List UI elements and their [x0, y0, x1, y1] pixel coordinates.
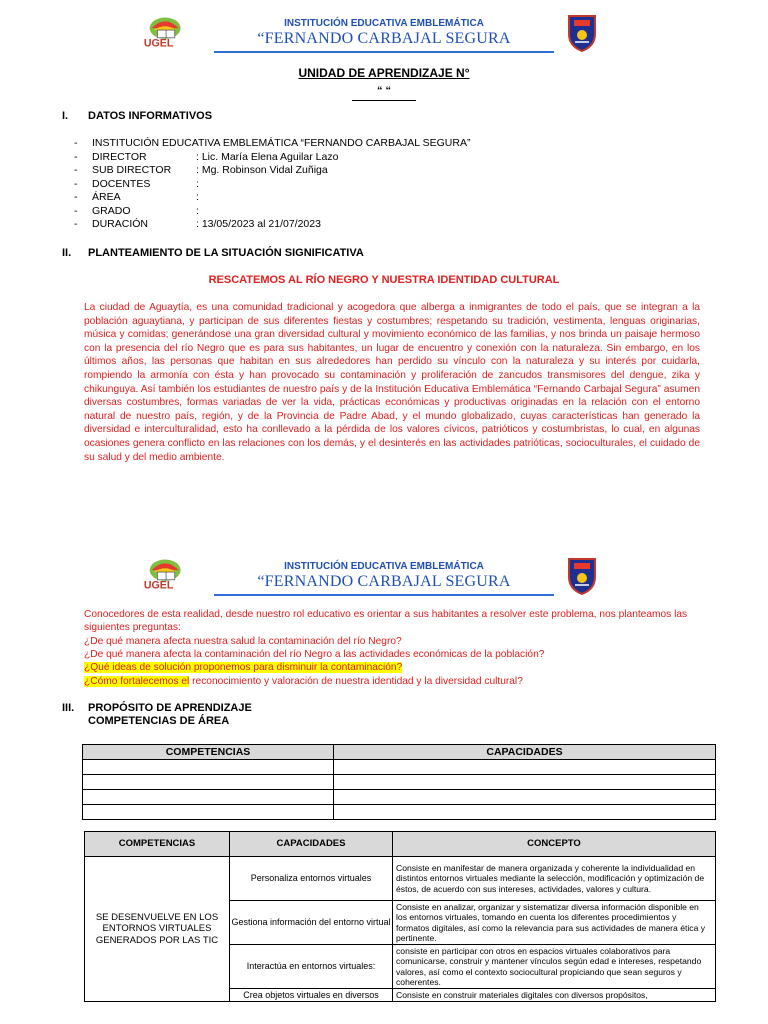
document-subtitle: “ “	[376, 85, 392, 97]
section-3-heading	[62, 702, 252, 714]
institution-line: INSTITUCIÓN EDUCATIVA EMBLEMÁTICA	[284, 18, 484, 29]
list-dash: -	[74, 177, 78, 190]
tic-competencias-table	[84, 831, 716, 1002]
concepto-cell: consiste en participar con otros en espacios virtuales colaborativos para comunicarse, construir y mantener vínculos según edad e intereses, respetando valores, así como el contexto sociocultural propiciando que sean seguros y coherentes.	[393, 945, 716, 989]
concepto-cell: Consiste en manifestar de manera organizada y coherente la individualidad en distintos entornos virtuales mediante la selección, modificación y optimización de éstos, de acuerdo con sus intereses, actividades, valores y cultura.	[393, 857, 716, 901]
datos-item-grado	[74, 205, 470, 219]
section-2-number: II.	[62, 247, 72, 259]
grado-label: GRADO	[92, 204, 131, 217]
grado-value: :	[196, 204, 199, 217]
competencias-table	[82, 744, 716, 820]
capacidad-cell: Crea objetos virtuales en diversos	[230, 989, 393, 1002]
question-1: ¿De qué manera afecta nuestra salud la contaminación del río Negro?	[84, 636, 402, 647]
table-cell[interactable]	[83, 775, 334, 790]
list-dash: -	[74, 218, 78, 230]
datos-item-docentes	[74, 178, 470, 192]
situation-title: RESCATEMOS AL RÍO NEGRO Y NUESTRA IDENTIDAD CULTURAL	[208, 274, 560, 286]
question-3	[84, 661, 402, 674]
school-name: “FERNANDO CARBAJAL SEGURA	[257, 30, 511, 47]
duracion-label: DURACIÓN	[92, 218, 149, 230]
header-capacidades: CAPACIDADES	[334, 745, 716, 760]
section-3-number: III.	[62, 702, 75, 714]
institucion-label: INSTITUCIÓN EDUCATIVA EMBLEMÁTICA “FERNANDO CARBAJAL SEGURA”	[92, 137, 471, 149]
section-2-heading	[62, 247, 364, 259]
section-3-title: PROPÓSITO DE APRENDIZAJE	[88, 702, 252, 714]
table-row	[83, 760, 716, 775]
competencia-cell: SE DESENVUELVE EN LOS ENTORNOS VIRTUALES GENERADOS POR LAS TIC	[85, 857, 230, 1002]
ugel-logo-text: UGEL	[143, 37, 174, 50]
list-dash: -	[74, 191, 78, 203]
datos-item-area	[74, 191, 470, 205]
datos-list	[74, 137, 470, 232]
question-2: ¿De qué manera afecta la contaminación del río Negro a las actividades económicas de la población?	[84, 649, 545, 660]
questions-intro: Conocedores de esta realidad, desde nuestro rol educativo es orientar a sus habitantes a resolver este problema, nos planteamos las siguientes preguntas:	[84, 609, 688, 633]
question-4	[84, 675, 523, 688]
table-cell[interactable]	[334, 790, 716, 805]
table-cell[interactable]	[83, 805, 334, 820]
school-shield-icon	[567, 14, 597, 57]
header-competencias: COMPETENCIAS	[85, 832, 230, 857]
docentes-value: :	[196, 177, 199, 190]
header-concepto: CONCEPTO	[393, 832, 716, 857]
duracion-value: : 13/05/2023 al 21/07/2023	[196, 218, 321, 230]
section-1-title: DATOS INFORMATIVOS	[88, 110, 213, 122]
table-row	[85, 857, 716, 901]
docentes-label: DOCENTES	[92, 177, 151, 190]
subdirector-label: SUB DIRECTOR	[92, 164, 172, 176]
header-capacidades: CAPACIDADES	[230, 832, 393, 857]
table-header-row	[83, 745, 716, 760]
subtitle-underline	[352, 100, 416, 101]
director-value: : Lic. María Elena Aguilar Lazo	[196, 150, 339, 163]
section-1-number: I.	[62, 110, 69, 122]
question-4-highlight: ¿Cómo fortalecemos el	[84, 676, 190, 687]
subdirector-value: : Mg. Robinson Vidal Zuñiga	[196, 164, 328, 176]
capacidad-cell: Interactúa en entornos virtuales:	[230, 945, 393, 989]
header-rule	[214, 594, 554, 596]
datos-item-duracion	[74, 218, 470, 232]
capacidad-cell: Gestiona información del entorno virtual	[230, 901, 393, 945]
section-1-heading	[62, 110, 212, 122]
table-cell[interactable]	[334, 760, 716, 775]
situation-paragraph: La ciudad de Aguaytía, es una comunidad tradicional y acogedora que alberga a inmigrantes de todo el país, que se integran a la población aguaytiana, y participan de sus diferentes fiestas y costumbres; respetando su tradición, vestimenta, lenguas originarias, música y comidas; generándose una gran diversidad cultural y movimiento económico de las familias, y nos brinda un paisaje hermoso con la presencia del río Negro que es para sus habitantes, un lugar de encuentro y conexión con la naturaleza. Sin embargo, en los últimos años, las personas que habitan en sus alrededores han perdido su vínculo con la naturaleza y su interés por cuidarla, rompiendo la armonía con ésta y han provocado su contaminación y proliferación de zancudos transmisores del dengue, zika y chikunguya. Así también los estudiantes de nuestro país y de la Institución Educativa Emblemática “Fernando Carbajal Segura” asumen diversas costumbres, formas variadas de ver la vida, prácticas económicas y productivas originadas en la relación con el entorno natural de nuestro país, región, y de la Provincia de Padre Abad, y el mundo globalizado, cuyas características han generado la diversidad e interculturalidad, esto ha conllevado a la pérdida de los valores cívicos, patrióticos y costumbristas, lo cual, en algunas ocasiones genera conflicto en las relaciones con los demás, y el desinterés en las actividades patrióticas, socioculturales, el cuidado de su salud y del medio ambiente.	[84, 302, 700, 463]
document-title: UNIDAD DE APRENDIZAJE N°	[298, 66, 470, 80]
area-label: ÁREA	[92, 191, 121, 203]
table-cell[interactable]	[83, 790, 334, 805]
concepto-cell: Consiste en analizar, organizar y sistematizar diversa información disponible en los entornos virtuales, tomando en cuenta los diferentes procedimientos y formatos digitales, así como la relevancia para sus actividades de manera ética y pertinente.	[393, 901, 716, 945]
header-competencias: COMPETENCIAS	[83, 745, 334, 760]
table-cell[interactable]	[334, 775, 716, 790]
list-dash: -	[74, 137, 78, 149]
datos-item-director	[74, 151, 470, 165]
list-dash: -	[74, 164, 78, 176]
ugel-logo	[140, 14, 196, 55]
question-3-text: ¿Qué ideas de solución proponemos para disminuir la contaminación?	[84, 662, 403, 673]
ugel-logo-text: UGEL	[143, 579, 174, 592]
ugel-logo	[140, 556, 196, 597]
datos-item-institucion	[74, 137, 470, 151]
concepto-cell: Consiste en construir materiales digitales con diversos propósitos,	[393, 989, 716, 1002]
table-row	[83, 790, 716, 805]
capacidad-cell: Personaliza entornos virtuales	[230, 857, 393, 901]
school-shield-icon	[567, 557, 597, 600]
school-name: “FERNANDO CARBAJAL SEGURA	[257, 573, 511, 590]
list-dash: -	[74, 150, 78, 163]
table-cell[interactable]	[83, 760, 334, 775]
director-label: DIRECTOR	[92, 150, 147, 163]
table-cell[interactable]	[334, 805, 716, 820]
institution-line: INSTITUCIÓN EDUCATIVA EMBLEMÁTICA	[284, 561, 484, 572]
section-2-title: PLANTEAMIENTO DE LA SITUACIÓN SIGNIFICATIVA	[88, 247, 364, 259]
area-value: :	[196, 191, 199, 203]
list-dash: -	[74, 204, 78, 217]
datos-item-subdirector	[74, 164, 470, 178]
question-4-rest: reconocimiento y valoración de nuestra identidad y la diversidad cultural?	[189, 676, 523, 687]
table-row	[83, 805, 716, 820]
section-3-subtitle: COMPETENCIAS DE ÁREA	[88, 715, 230, 727]
table-row	[83, 775, 716, 790]
header-rule	[214, 51, 554, 53]
table-header-row	[85, 832, 716, 857]
